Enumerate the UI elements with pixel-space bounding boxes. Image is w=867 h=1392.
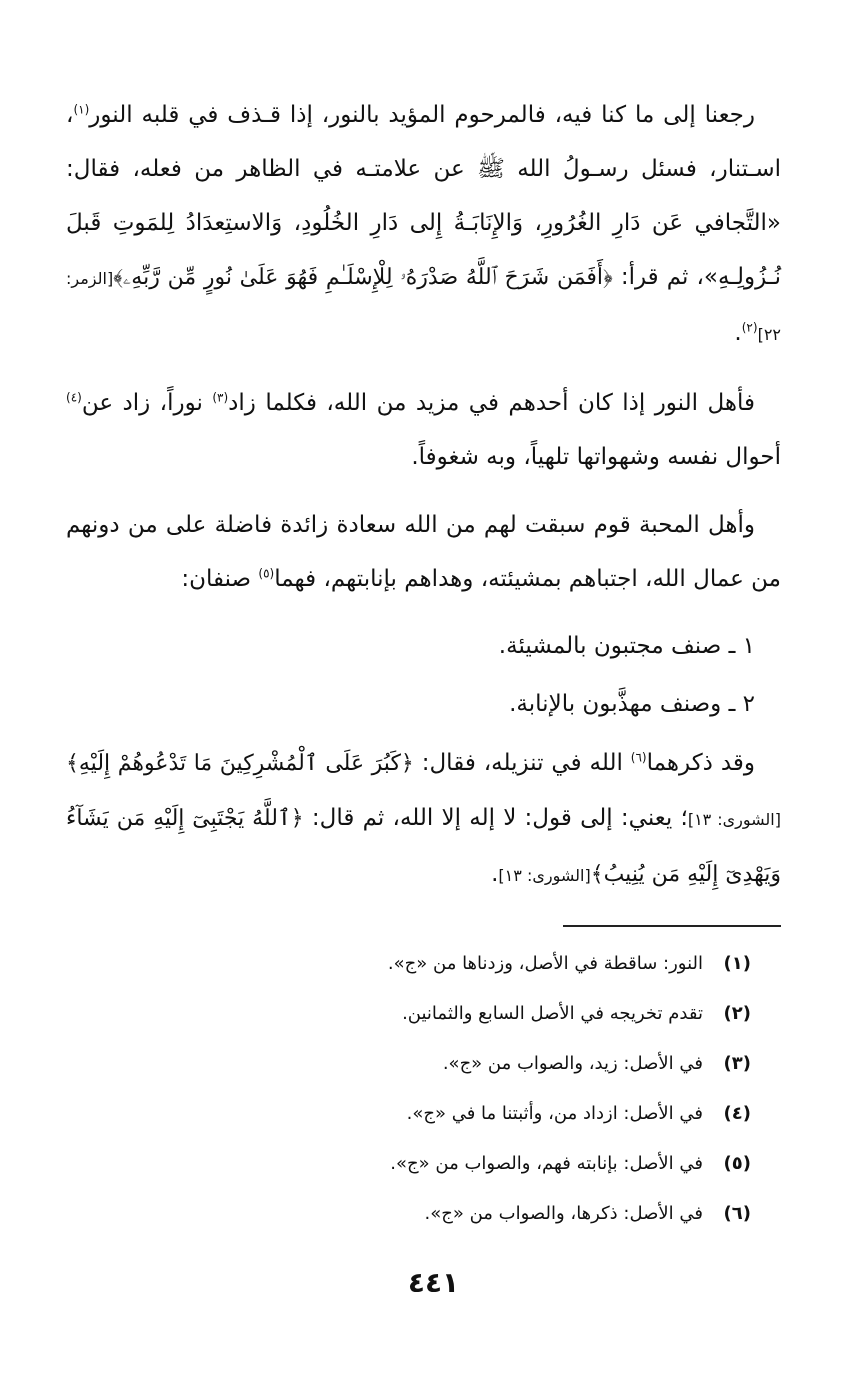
paragraph-4-text-d: . (491, 861, 499, 887)
footnote-marker-5[interactable]: (٥) (258, 566, 275, 581)
paragraph-1-text-c: . (734, 320, 742, 346)
footnote-5 (66, 1139, 751, 1189)
paragraph-1 (66, 88, 781, 362)
paragraph-2-text-a: فأهل النور إذا كان أحدهم في مزيد من الله، فكلما زاد (228, 390, 756, 416)
paragraph-4-text-a: وقد ذكرهما (646, 750, 755, 776)
paragraph-2-text-c: أحوال نفسه وشهواتها تلهياً، وبه شغوفاً. (411, 444, 781, 470)
footnote-text: في الأصل: بإنابته فهم، والصواب من «ج». (390, 1153, 703, 1174)
page-number: ٤٤١ (407, 1266, 460, 1299)
footnote-text: النور: ساقطة في الأصل، وزدناها من «ج». (387, 953, 703, 974)
paragraph-4-text-c: ؛ يعني: إلى قول: لا إله إلا الله، ثم قال: (303, 805, 688, 831)
page-content (66, 88, 781, 1239)
footnote-marker-2[interactable]: (٢) (741, 320, 758, 335)
paragraph-2 (66, 376, 781, 484)
quran-verse-shura-2: ﴿ٱللَّهُ يَجْتَبِىٓ إِلَيْهِ مَن يَشَآءُ وَيَهْدِىٓ إِلَيْهِ مَن يُنِيبُ﴾ (66, 806, 781, 887)
paragraph-4-text-b: الله في تنزيله، فقال: (413, 750, 631, 776)
footnote-text: تقدم تخريجه في الأصل السابع والثمانين. (402, 1003, 703, 1024)
verse-reference-shura-1: [الشورى: ١٣] (687, 810, 781, 829)
footnote-marker-6[interactable]: (٦) (630, 750, 647, 765)
footnote-marker-3[interactable]: (٣) (212, 390, 229, 405)
verse-reference-zumar: [الزمر: ٢٢] (66, 269, 781, 344)
paragraph-3 (66, 498, 781, 606)
footnote-4 (66, 1089, 751, 1139)
footnote-number: (١) (723, 953, 751, 974)
paragraph-3-text-b: صنفان: (181, 566, 259, 592)
paragraph-4 (66, 736, 781, 903)
footnote-3 (66, 1039, 751, 1089)
footnote-number: (٢) (723, 1003, 751, 1024)
paragraph-1-text-b: ، اسـتنار، فسئل رسـولُ الله ﷺ عن علامتـه في الظاهر من فعله، فقال: «التَّجافي عَن دَارِ الغُرُورِ، وَالإِنَابَـةُ إِلى دَارِ الخُلُودِ، وَالاستِعدَادُ لِلمَوتِ قَبلَ نُـزُولِـهِ»، ثم قرأ: (66, 102, 781, 290)
footnotes (66, 939, 781, 1239)
footnote-2 (66, 989, 751, 1039)
paragraph-3-text-a: وأهل المحبة قوم سبقت لهم من الله سعادة زائدة فاضلة على من دونهم من عمال الله، اجتباهم بمشيئته، وهداهم بإنابتهم، فهما (66, 512, 781, 592)
footnote-number: (٦) (723, 1203, 751, 1224)
footnote-text: في الأصل: ذكرها، والصواب من «ج». (424, 1203, 703, 1224)
footnote-marker-4[interactable]: (٤) (66, 390, 82, 405)
footnote-number: (٣) (723, 1053, 751, 1074)
paragraph-2-text-b: نوراً، زاد عن (81, 390, 213, 416)
footnote-marker-1[interactable]: (١) (73, 102, 90, 117)
footnote-text: في الأصل: زيد، والصواب من «ج». (442, 1053, 703, 1074)
quran-verse-shura-1: ﴿كَبُرَ عَلَى ٱلْمُشْرِكِينَ مَا تَدْعُوهُمْ إِلَيْهِ﴾ (66, 751, 414, 776)
footnote-6 (66, 1189, 751, 1239)
verse-reference-shura-2: [الشورى: ١٣] (498, 866, 591, 885)
footnote-1 (66, 939, 751, 989)
quran-verse-zumar: ﴿أَفَمَن شَرَحَ ٱللَّهُ صَدْرَهُۥ لِلْإِسْلَـٰمِ فَهُوَ عَلَىٰ نُورٍ مِّن رَّبِّهِۦ﴾ (113, 265, 613, 290)
list-item-1: ١ ـ صنف مجتبون بالمشيئة. (498, 633, 755, 659)
footnote-number: (٥) (723, 1153, 751, 1174)
list-item-2: ٢ ـ وصنف مهذَّبون بالإنابة. (509, 691, 755, 717)
paragraph-1-text-a: رجعنا إلى ما كنا فيه، فالمرحوم المؤيد بالنور، إذا قـذف في قلبه النور (89, 102, 755, 128)
footnote-separator (563, 925, 781, 927)
footnote-text: في الأصل: ازداد من، وأثبتنا ما في «ج». (406, 1103, 703, 1124)
footnote-number: (٤) (723, 1103, 751, 1124)
